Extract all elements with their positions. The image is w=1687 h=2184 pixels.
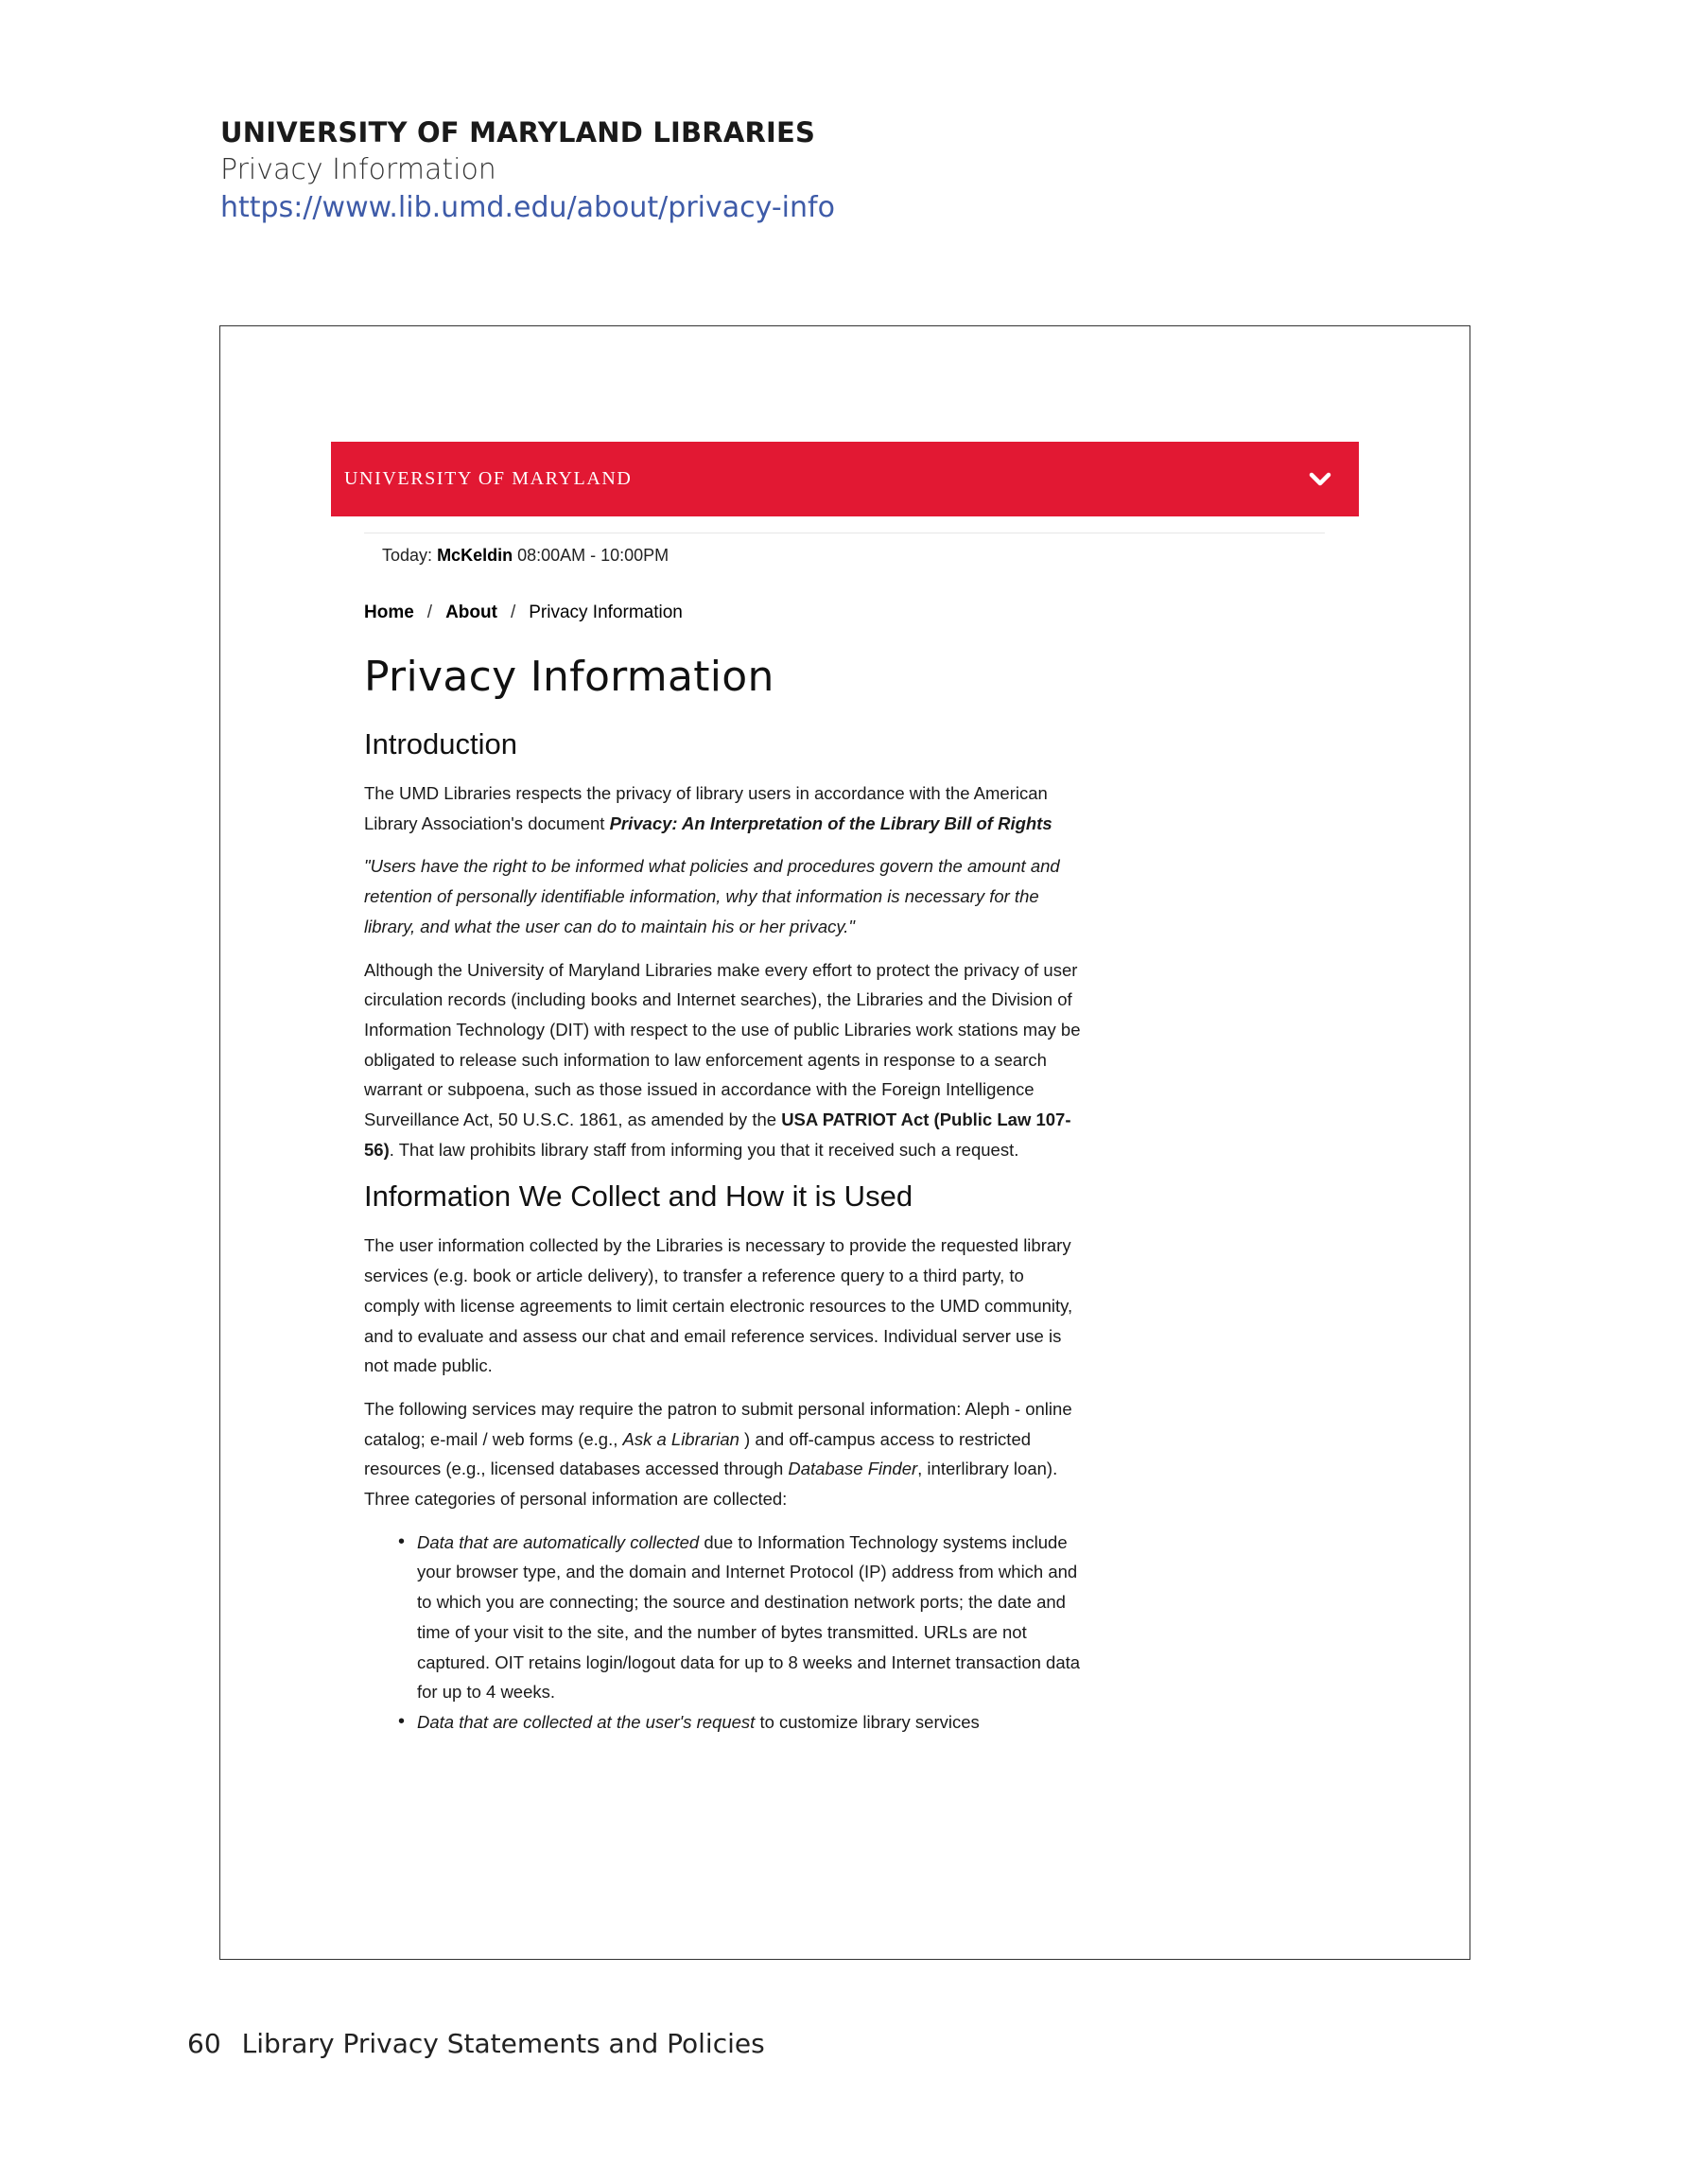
document-title: Privacy Information (220, 153, 496, 186)
page-footer (187, 2028, 765, 2059)
ask-a-librarian-link[interactable]: Ask a Librarian (622, 1428, 739, 1449)
list-item: • Data that are collected at the user's request to customize library services (417, 1707, 1083, 1738)
footer-title: Library Privacy Statements and Policies (241, 2028, 765, 2059)
page-title: Privacy Information (364, 653, 774, 701)
chevron-down-icon[interactable] (1306, 466, 1334, 491)
intro-heading: Introduction (364, 727, 517, 760)
document-org: UNIVERSITY OF MARYLAND LIBRARIES (220, 116, 816, 149)
breadcrumb-separator: / (426, 603, 433, 622)
document-header (220, 114, 835, 227)
library-hours (382, 542, 669, 568)
hours-prefix: Today: (382, 546, 433, 565)
breadcrumb (364, 600, 683, 626)
collection-paragraph: The user information collected by the Libraries is necessary to provide the requested library services (e.g. book or article delivery), to transfer a reference query to a third party, to comply with license agreements to limit certain electronic resources to the UMD community, and to evaluate and assess our chat and email reference services. Individual server use is not made public. (364, 1235, 1073, 1376)
article-content (364, 648, 1083, 1738)
breadcrumb-home[interactable]: Home (364, 603, 414, 622)
services-paragraph: The following services may require the patron to submit personal information: Aleph - online catalog; e-mail / web forms (e.g., Ask a Librarian ) and off-campus access to restricted resources (e.g., licensed databases accessed through Database Finder, interlibrary loan). Three categories of personal information are collected: (364, 1398, 1072, 1510)
ala-quote: "Users have the right to be informed what policies and procedures govern the amount and retention of personally identifiable information, why that information is necessary for the library, and what the user can do to maintain his or her privacy." (364, 856, 1060, 936)
breadcrumb-current: Privacy Information (529, 603, 683, 622)
database-finder-link[interactable]: Database Finder (788, 1459, 918, 1479)
list-item: • Data that are automatically collected due to Information Technology systems include your browser type, and the domain and Internet Protocol (IP) address from which and to which you are connecting; the source and destination network ports; the date and time of your visit to the site, and the number of bytes transmitted. URLs are not captured. OIT retains login/logout data for up to 8 weeks and Internet transaction data for up to 4 weeks. (417, 1528, 1083, 1707)
breadcrumb-about[interactable]: About (445, 603, 497, 622)
hours-time: 08:00AM - 10:00PM (517, 546, 670, 565)
patriot-act-link[interactable]: USA PATRIOT Act (Public Law 107-56) (364, 1109, 1071, 1160)
data-categories-list (364, 1528, 1083, 1738)
page-number: 60 (187, 2028, 221, 2059)
document-url-link[interactable]: https://www.lib.umd.edu/about/privacy-info (220, 191, 835, 224)
patriot-act-paragraph: Although the University of Maryland Libraries make every effort to protect the privacy of user circulation records (including books and Internet searches), the Libraries and the Division of Information Technology (DIT) with respect to the use of public Libraries work stations may be obligated to release such information to law enforcement agents in response to a search warrant or subpoena, such as those issued in accordance with the Foreign Intelligence Surveillance Act, 50 U.S.C. 1861, as amended by the USA PATRIOT Act (Public Law 107-56). That law prohibits library staff from informing you that it received such a request. (364, 959, 1081, 1160)
ala-document-title[interactable]: Privacy: An Interpretation of the Library Bill of Rights (609, 812, 1052, 833)
screenshot-frame (219, 325, 1470, 1960)
umd-wordmark[interactable]: UNIVERSITY OF MARYLAND (344, 468, 633, 489)
breadcrumb-separator: / (510, 603, 516, 622)
intro-paragraph: The UMD Libraries respects the privacy of library users in accordance with the American Library Association's document Privacy: An Interpretation of the Library Bill of Rights (364, 783, 1052, 833)
hours-library[interactable]: McKeldin (437, 546, 513, 565)
umd-header-bar (331, 442, 1359, 516)
collection-heading: Information We Collect and How it is Used (364, 1179, 913, 1214)
